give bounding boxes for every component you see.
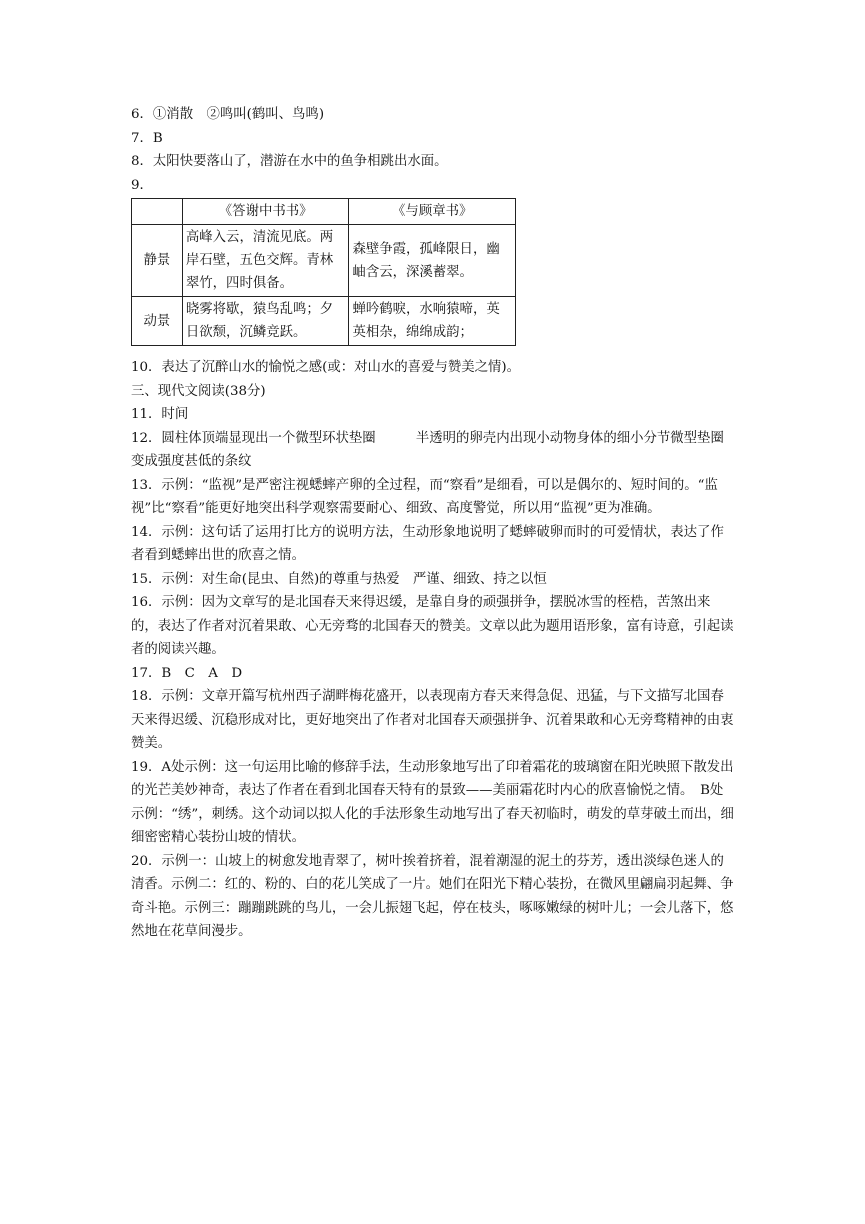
answer-18: 18．示例：文章开篇写杭州西子湖畔梅花盛开，以表现南方春天来得急促、迅猛，与下文描写北国春天来得迟缓、沉稳形成对比，更好地突出了作者对北国春天顽强拼争、沉着果敢和心无旁骛精神的由衷赞美。 (131, 689, 734, 751)
cell-dynamic-dxszs: 晓雾将歇，猿鸟乱鸣；夕日欲颓，沉鳞竞跃。 (182, 297, 349, 346)
table-row (132, 297, 516, 346)
answer-13: 13．示例：“监视”是严密注视蟋蟀产卵的全过程，而“察看”是细看，可以是偶尔的、短时间的。“监视”比“察看”能更好地突出科学观察需要耐心、细致、高度警觉，所以用“监视”更为准确。 (131, 477, 718, 516)
cell-static-ygzs: 森壁争霞，孤峰限日，幽岫含云，深溪蓄翠。 (349, 225, 516, 297)
answer-document (131, 103, 736, 944)
table-header-row (132, 199, 516, 225)
row-label-dynamic: 动景 (132, 297, 183, 346)
answer-19: 19．A处示例：这一句运用比喻的修辞手法，生动形象地写出了印着霜花的玻璃窗在阳光映照下散发出的光芒美妙神奇，表达了作者在看到北国春天特有的景致——美丽霜花时内心的欣喜愉悦之情。 B处示例：“绣”，刺绣。这个动词以拟人化的手法形象生动地写出了春天初临时，萌发的草芽破土而出，细细密密精心装扮山坡的情状。 (131, 759, 734, 845)
answer-9: 9． (131, 177, 153, 193)
answer-15: 15．示例：对生命(昆虫、自然)的尊重与热爱 严谨、细致、持之以恒 (131, 571, 547, 587)
answer-17: 17．B C A D (131, 665, 243, 681)
answer-12: 12．圆柱体顶端显现出一个微型环状垫圈 半透明的卵壳内出现小动物身体的细小分节微型垫圈变成强度甚低的条纹 (131, 430, 724, 469)
cell-static-dxszs: 高峰入云，清流见底。两岸石壁，五色交辉。青林翠竹，四时俱备。 (182, 225, 349, 297)
scenery-table (131, 198, 516, 346)
answer-10: 10．表达了沉醉山水的愉悦之感(或：对山水的喜爱与赞美之情)。 (131, 360, 521, 375)
answer-16: 16．示例：因为文章写的是北国春天来得迟缓，是靠自身的顽强拼争，摆脱冰雪的桎梏，苦煞出来的，表达了作者对沉着果敢、心无旁骛的北国春天的赞美。文章以此为题用语形象，富有诗意，引起读者的阅读兴趣。 (131, 595, 734, 657)
table-row (132, 225, 516, 297)
cell-dynamic-ygzs: 蝉吟鹤唳，水响猿啼，英英相杂，绵绵成韵； (349, 297, 516, 346)
row-label-static: 静景 (132, 225, 183, 297)
answer-14: 14．示例：这句话了运用打比方的说明方法，生动形象地说明了蟋蟀破卵而时的可爱情状，表达了作者看到蟋蟀出世的欣喜之情。 (131, 524, 724, 563)
answer-8: 8．太阳快要落山了，潜游在水中的鱼争相跳出水面。 (131, 154, 448, 169)
section-heading-3: 三、现代文阅读(38分) (131, 383, 266, 399)
answer-11: 11．时间 (131, 407, 189, 422)
table-header-blank (132, 199, 183, 225)
table-header-ygzs: 《与顾章书》 (349, 199, 516, 225)
table-header-dxszs: 《答谢中书书》 (182, 199, 349, 225)
answer-6: 6．①消散 ②鸣叫(鹤叫、鸟鸣) (131, 107, 325, 122)
answer-7: 7．B (131, 130, 163, 146)
answer-20: 20．示例一：山坡上的树愈发地青翠了，树叶挨着挤着，混着潮湿的泥土的芬芳，透出淡绿色迷人的清香。示例二：红的、粉的、白的花儿笑成了一片。她们在阳光下精心装扮，在微风里翩扁羽起舞、争奇斗艳。示例三：蹦蹦跳跳的鸟儿，一会儿振翅飞起，停在枝头，啄啄嫩绿的树叶儿；一会儿落下，悠然地在花草间漫步。 (131, 853, 734, 939)
